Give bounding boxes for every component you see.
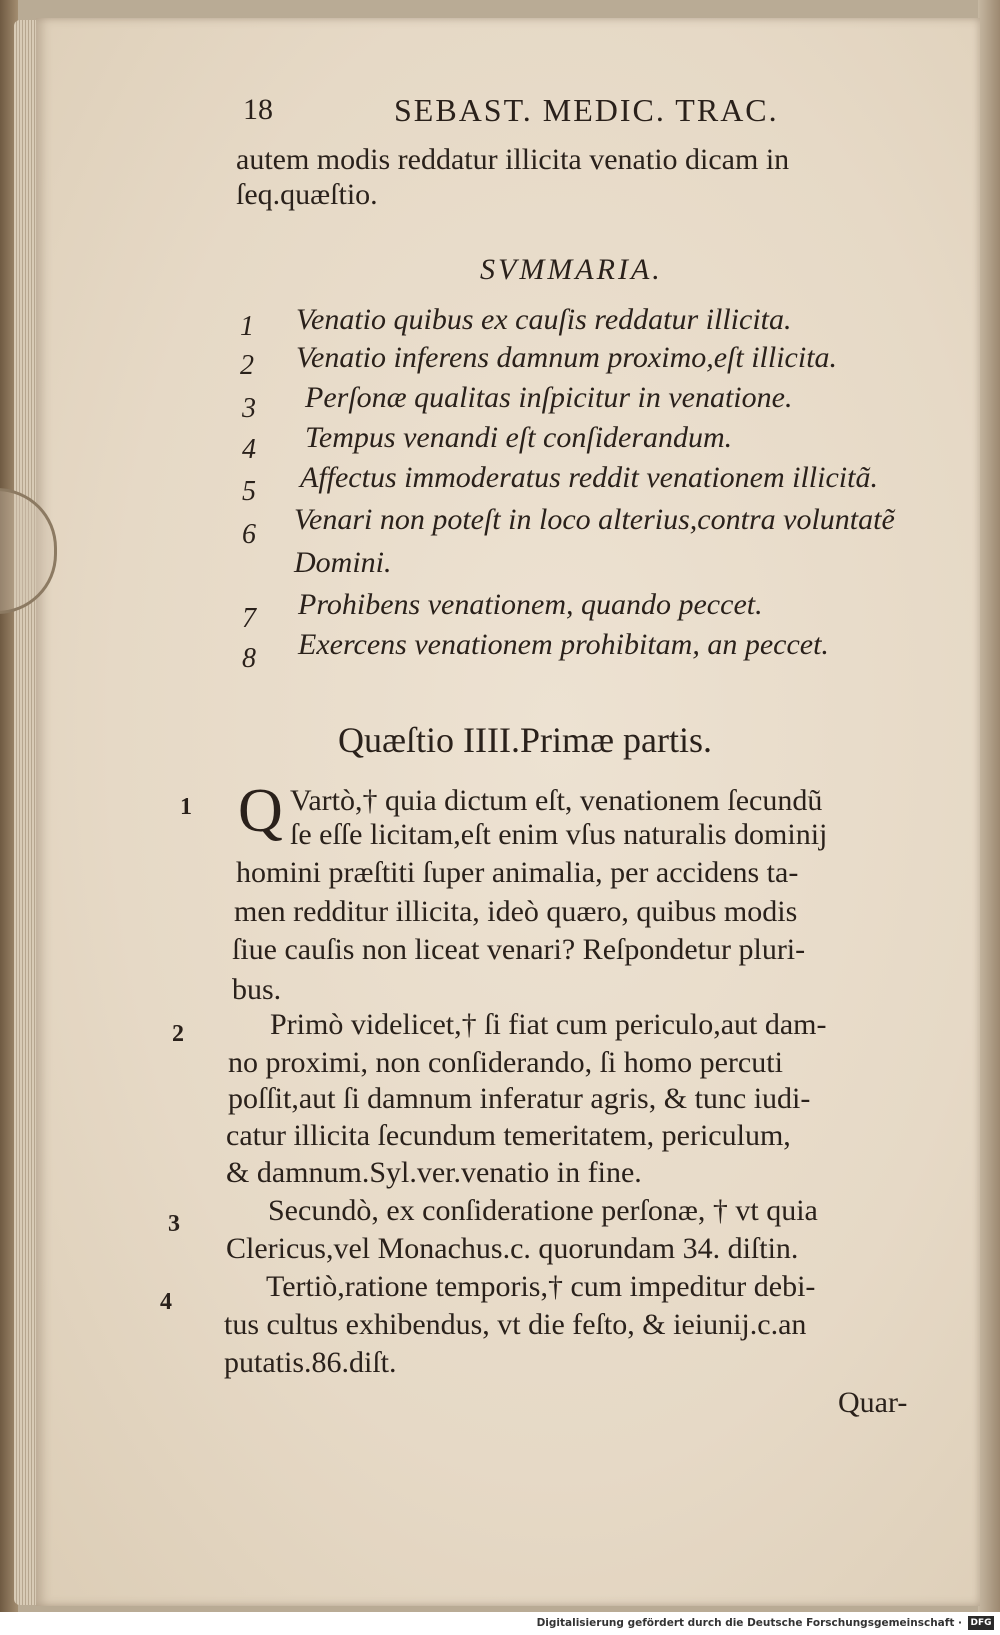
- intro-line: ſeq.quæſtio.: [236, 178, 378, 211]
- summary-item: Perſonæ qualitas inſpicitur in venatione.: [305, 381, 793, 414]
- margin-number: 2: [172, 1021, 184, 1047]
- summary-item: Venari non poteſt in loco alterius,contra voluntatẽ: [294, 503, 895, 536]
- dfg-logo: DFG: [968, 1616, 994, 1630]
- body-line: Secundò, ex conſideratione perſonæ, † vt quia: [268, 1194, 818, 1227]
- body-line: & damnum.Syl.ver.venatio in fine.: [226, 1156, 642, 1189]
- summary-number: 2: [240, 350, 254, 381]
- summary-item: Venatio quibus ex cauſis reddatur illicita.: [296, 303, 792, 336]
- summary-number: 5: [242, 476, 256, 507]
- summary-item: Affectus immoderatus reddit venationem illicitã.: [300, 461, 878, 494]
- summary-number: 3: [242, 393, 256, 424]
- margin-number: 1: [180, 794, 192, 820]
- summary-number: 7: [242, 603, 256, 634]
- digitization-credit: Digitalisierung gefördert durch die Deutsche Forschungsgemeinschaft ·: [536, 1617, 962, 1629]
- body-line: tus cultus exhibendus, vt die feſto, & ieiunij.c.an: [224, 1308, 807, 1341]
- body-line: homini præſtiti ſuper animalia, per accidens ta-: [236, 856, 799, 889]
- summary-item: Exercens venationem prohibitam, an peccet.: [298, 628, 829, 661]
- body-line: men redditur illicita, ideò quæro, quibus modis: [234, 895, 798, 928]
- summary-item-continuation: Domini.: [294, 546, 392, 579]
- summary-item: Prohibens venationem, quando peccet.: [298, 588, 763, 621]
- body-line: putatis.86.diſt.: [224, 1346, 397, 1379]
- question-heading: Quæſtio IIII.Primæ partis.: [338, 720, 712, 760]
- book-cover-right: [978, 0, 1000, 1612]
- summary-number: 4: [242, 434, 256, 465]
- summaria-heading: SVMMARIA.: [480, 253, 663, 286]
- body-line: no proximi, non conſiderando, ſi homo percuti: [228, 1046, 783, 1079]
- intro-line: autem modis reddatur illicita venatio dicam in: [236, 143, 790, 176]
- body-line: poſſit,aut ſi damnum inferatur agris, & tunc iudi-: [228, 1082, 811, 1115]
- body-line: ſe eſſe licitam,eſt enim vſus naturalis dominij: [290, 818, 828, 851]
- margin-number: 3: [168, 1211, 180, 1237]
- body-line: catur illicita ſecundum temeritatem, periculum,: [226, 1119, 791, 1152]
- dropcap-letter: Q: [238, 777, 283, 845]
- body-line: Vartò,† quia dictum eſt, venationem ſecundũ: [290, 784, 823, 817]
- body-line: Clericus,vel Monachus.c. quorundam 34. diſtin.: [226, 1232, 799, 1265]
- page-number: 18: [243, 93, 273, 126]
- body-line: Primò videlicet,† ſi fiat cum periculo,aut dam-: [270, 1008, 827, 1041]
- catchword: Quar-: [838, 1386, 908, 1419]
- summary-number: 6: [242, 519, 256, 550]
- body-line: ſiue cauſis non liceat venari? Reſpondetur pluri-: [232, 933, 806, 966]
- summary-item: Tempus venandi eſt conſiderandum.: [305, 421, 733, 454]
- margin-number: 4: [160, 1289, 172, 1315]
- summary-number: 8: [242, 643, 256, 674]
- body-line: bus.: [232, 973, 282, 1006]
- summary-item: Venatio inferens damnum proximo,eſt illicita.: [296, 341, 838, 374]
- summary-number: 1: [240, 311, 254, 342]
- running-title: SEBAST. MEDIC. TRAC.: [394, 92, 779, 128]
- body-line: Tertiò,ratione temporis,† cum impeditur debi-: [266, 1270, 816, 1303]
